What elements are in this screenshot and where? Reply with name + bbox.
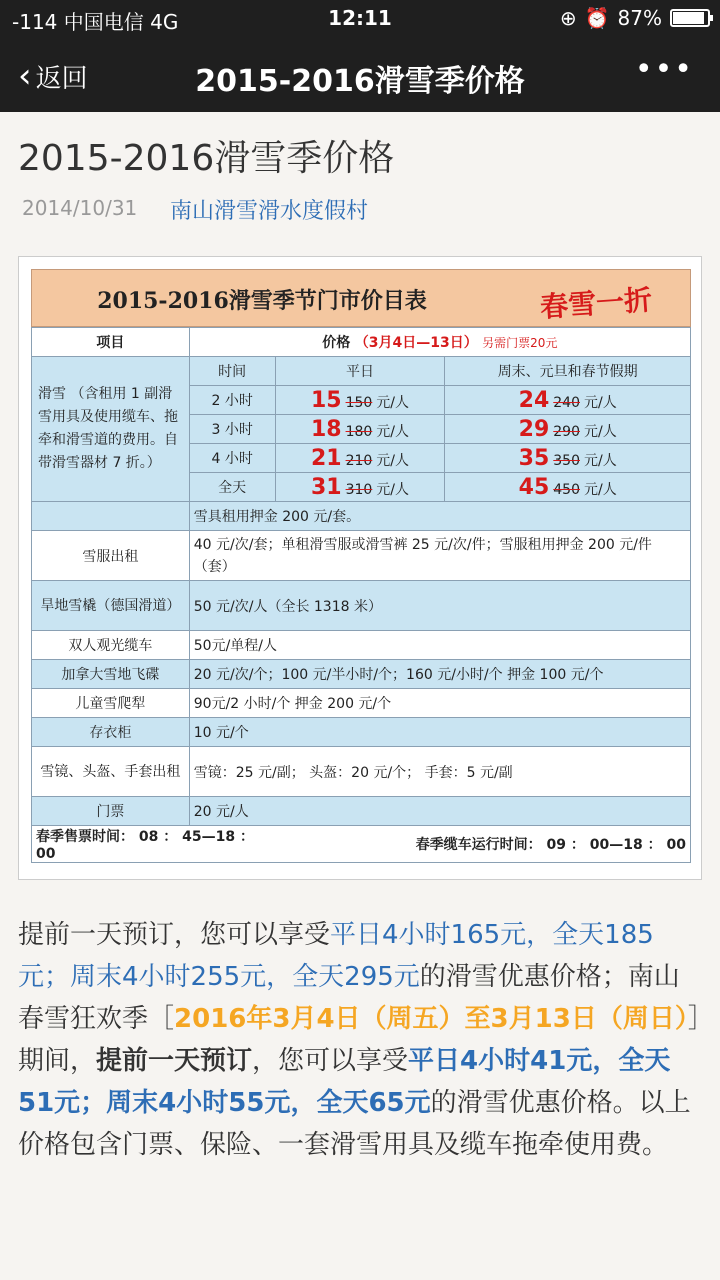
nav-title: 2015-2016滑雪季价格	[195, 64, 525, 99]
price-table-image[interactable]	[18, 256, 702, 880]
ski-row: 3 小时 18 180 元/人 29 290 元/人	[32, 415, 691, 444]
table-row: 旱地雪橇（德国滑道） 50 元/次/人（全长 1318 米）	[32, 581, 691, 631]
battery-icon	[670, 9, 710, 27]
chevron-left-icon: ‹	[18, 56, 32, 96]
ticket-hours: 春季售票时间： 08 ： 45—18 ： 00	[32, 826, 276, 863]
promo-badge: 春雪一折	[539, 283, 654, 324]
table-row: 雪服出租 40 元/次/套；单租滑雪服或滑雪裤 25 元/次/件；雪服租用押金 200 元/件（套）	[32, 531, 691, 581]
status-right	[560, 6, 710, 30]
article-source-link[interactable]: 南山滑雪滑水度假村	[170, 199, 369, 224]
article-title: 2015-2016滑雪季价格	[18, 138, 395, 179]
table-footer	[32, 826, 691, 863]
article-body: 提前一天预订，您可以享受平日4小时165元，全天185元；周末4小时255元，全天295元的滑雪优惠价格；南山春雪狂欢季［2016年3月4日（周五）至3月13日（周日）］期间，提前一天预订，您可以享受平日4小时41元，全天51元；周末4小时55元，全天65元的滑雪优惠价格。以上价格包含门票、保险、一套滑雪用具及缆车拖牵使用费。	[18, 920, 701, 1160]
ski-row: 2 小时 15 150 元/人 24 240 元/人	[32, 386, 691, 415]
ski-description: 滑雪 （含租用 1 副滑雪用具及使用缆车、拖牵和滑雪道的费用。自带滑雪器材 7 折。）	[32, 357, 190, 502]
price-table-title: 2015-2016滑雪季节门市价目表	[97, 288, 427, 314]
table-row: 双人观光缆车 50元/单程/人	[32, 631, 691, 660]
carrier-name: 中国电信	[63, 10, 144, 34]
nav-bar	[0, 36, 720, 112]
header-price: 价格 （3月4日—13日） 另需门票20元	[189, 328, 690, 357]
subheader-time: 时间	[189, 357, 275, 386]
status-time: 12:11	[328, 6, 392, 30]
subheader-weekday: 平日	[275, 357, 445, 386]
header-item: 项目	[32, 328, 190, 357]
signal-strength: -114	[12, 10, 58, 34]
status-bar	[0, 0, 720, 36]
back-label: 返回	[35, 63, 88, 94]
alarm-icon: ⏰	[584, 6, 610, 30]
ski-row: 全天 31 310 元/人 45 450 元/人	[32, 473, 691, 502]
table-row: 儿童雪爬犁 90元/2 小时/个 押金 200 元/个	[32, 689, 691, 718]
price-table	[31, 327, 691, 863]
table-row: 雪镜、头盔、手套出租 雪镜：25 元/副； 头盔：20 元/个； 手套：5 元/副	[32, 747, 691, 797]
table-row: 门票 20 元/人	[32, 797, 691, 826]
subheader-weekend: 周末、元旦和春节假期	[445, 357, 691, 386]
more-options-icon[interactable]: •••	[634, 52, 694, 87]
battery-percent: 87%	[617, 6, 662, 30]
cable-car-hours: 春季缆车运行时间： 09 ： 00—18 ： 00	[275, 826, 690, 863]
article-date: 2014/10/31	[22, 196, 138, 220]
table-row: 加拿大雪地飞碟 20 元/次/个；100 元/半小时/个；160 元/小时/个 押金 100 元/个	[32, 660, 691, 689]
price-table-header	[31, 269, 691, 327]
rotation-lock-icon: ⊕	[559, 6, 577, 30]
ski-deposit: 雪具租用押金 200 元/套。	[189, 502, 690, 531]
table-row: 存衣柜 10 元/个	[32, 718, 691, 747]
ski-row: 4 小时 21 210 元/人 35 350 元/人	[32, 444, 691, 473]
network-type: 4G	[150, 10, 179, 34]
